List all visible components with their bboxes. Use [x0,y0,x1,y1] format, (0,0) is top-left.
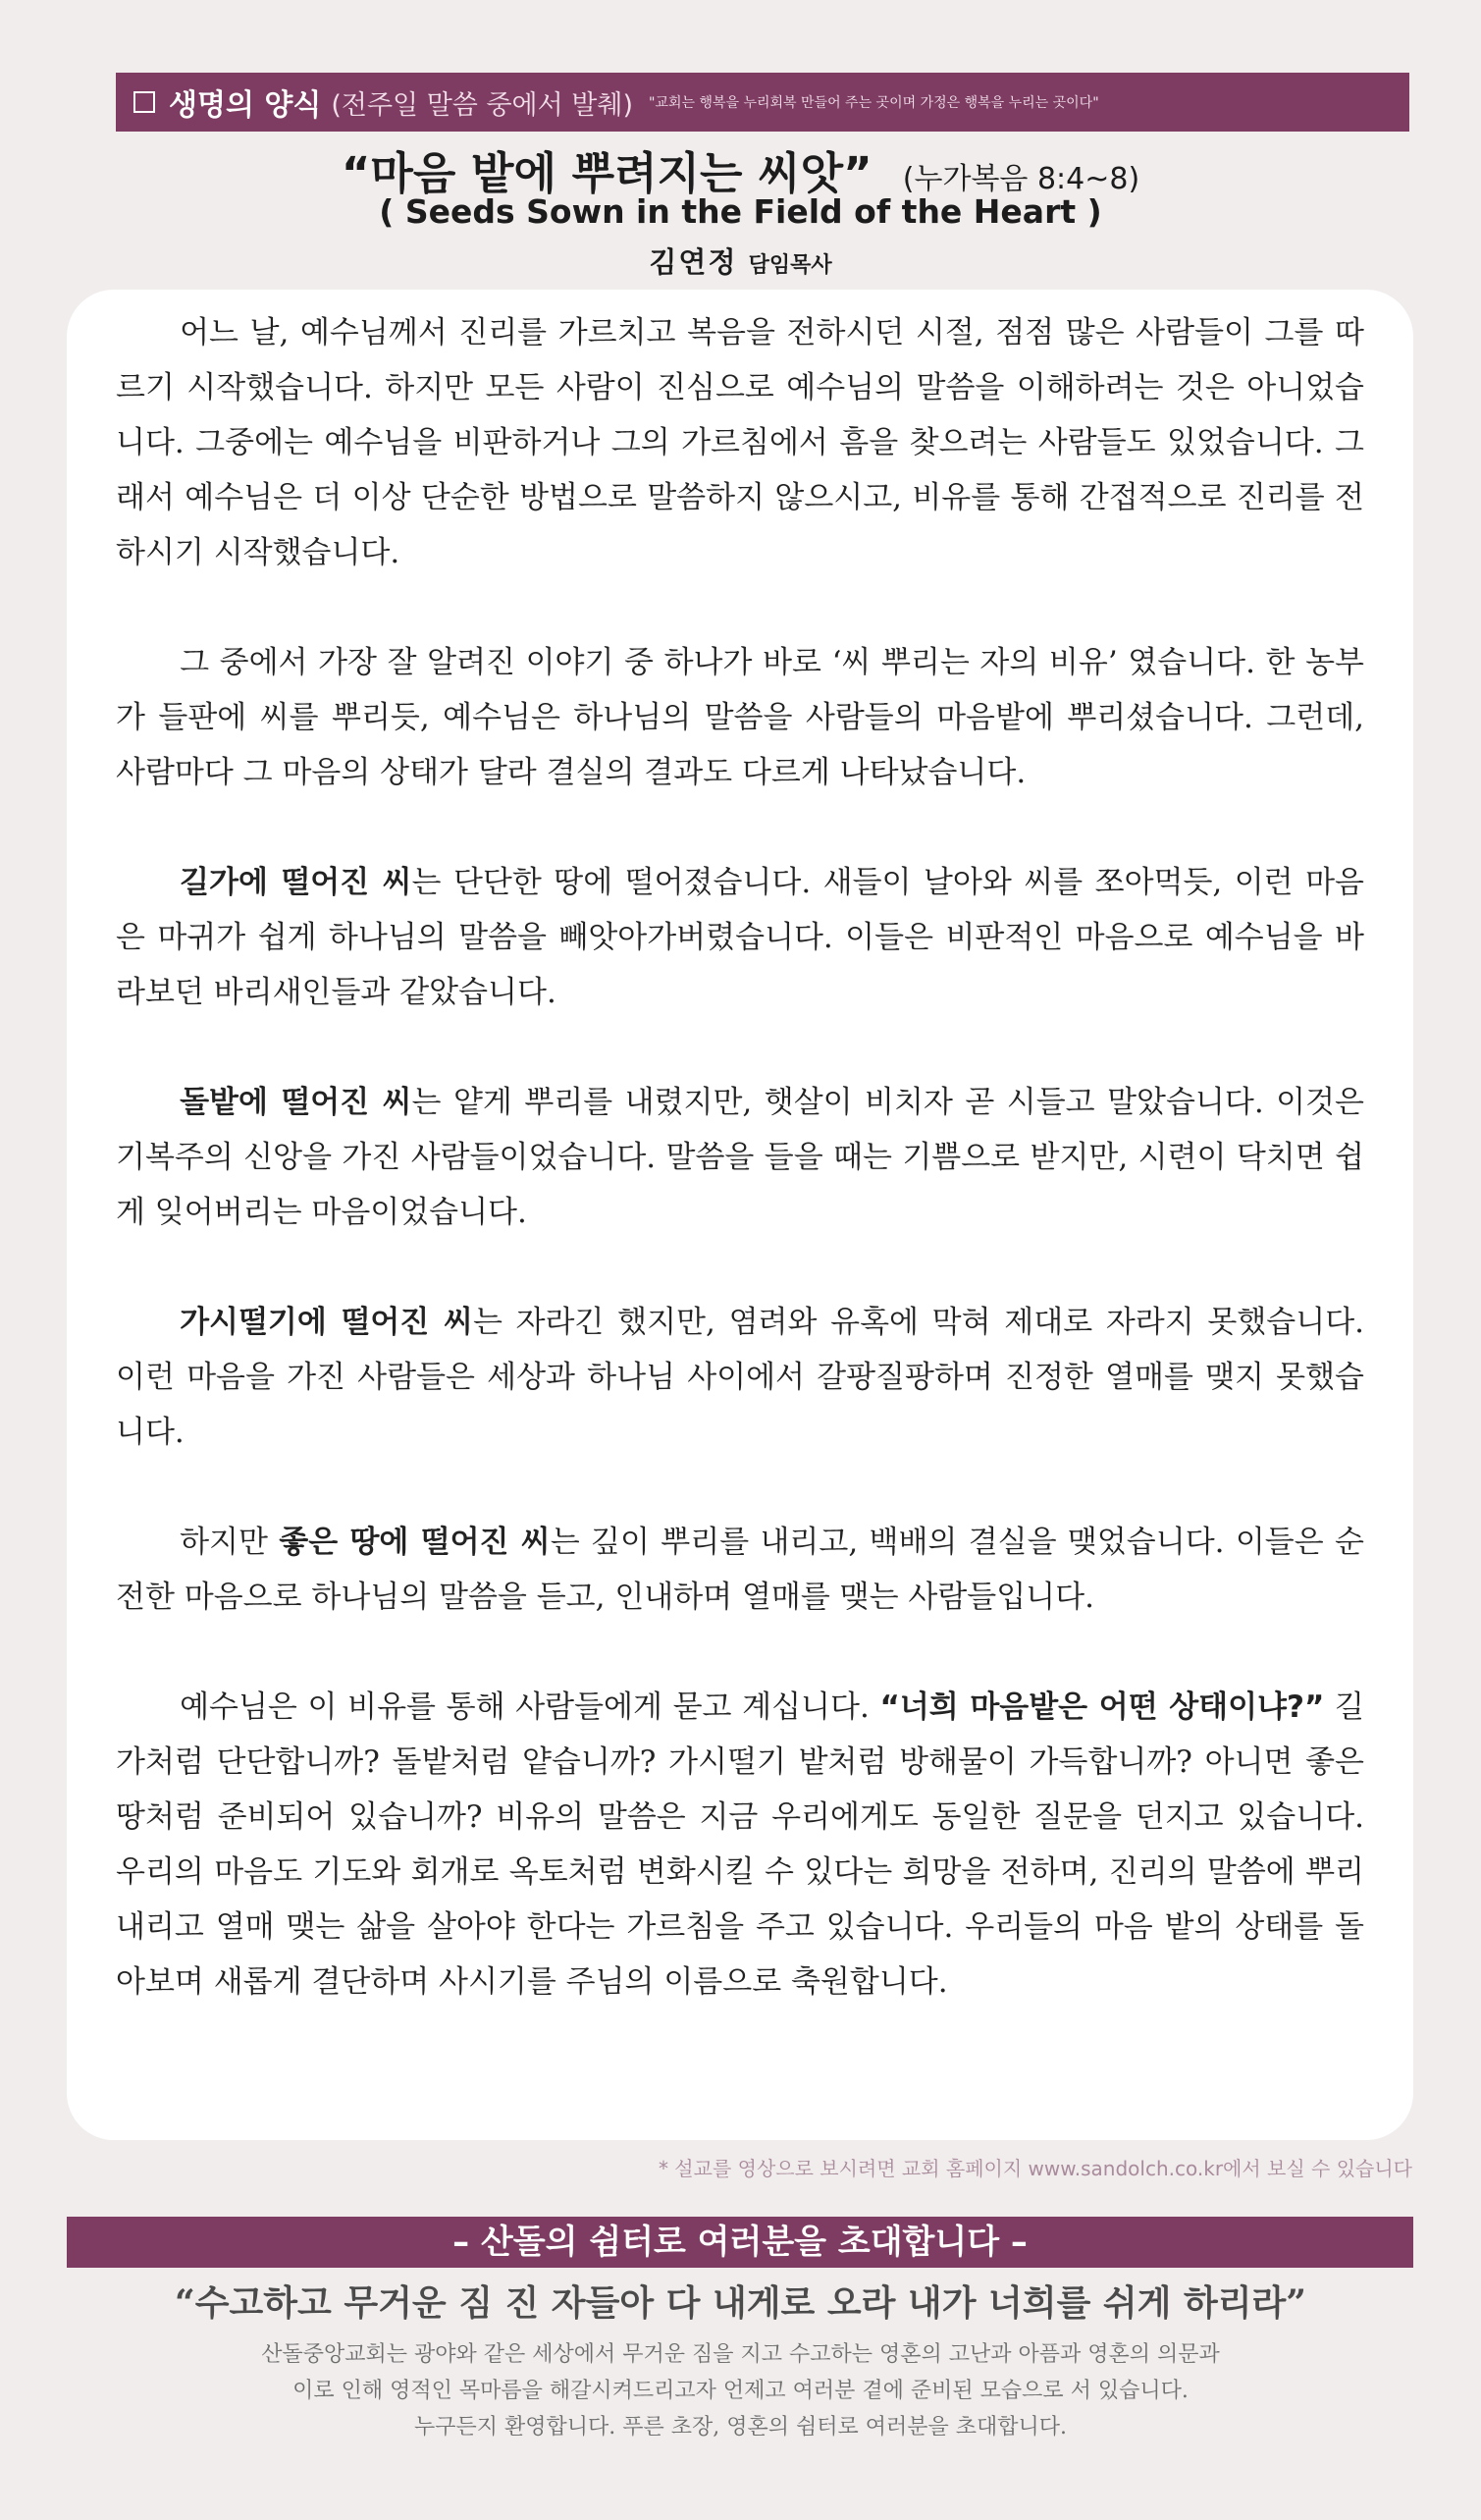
paragraph-3 [116,855,1364,1020]
paragraph-6-lead: 하지만 [180,1525,280,1560]
author-line [0,241,1481,281]
section-title: 생명의 양식 [169,88,322,123]
paragraph-7-question: “너희 마음밭은 어떤 상태이냐?” [879,1689,1325,1725]
paragraph-3-text: 는 단단한 땅에 떨어졌습니다. 새들이 날아와 씨를 쪼아먹듯, 이런 마음은 마귀가 쉽게 하나님의 말씀을 빼앗아가버렸습니다. 이들은 비판적인 마음으로 예수님을 바라보던 바리새인들과 같았습니다. [116,865,1364,1010]
paragraph-1: 어느 날, 예수님께서 진리를 가르치고 복음을 전하시던 시절, 점점 많은 사람들이 그를 따르기 시작했습니다. 하지만 모든 사람이 진심으로 예수님의 말씀을 이해하려는 것은 아니었습니다. 그중에는 예수님을 비판하거나 그의 가르침에서 흠을 찾으려는 사람들도 있었습니다. 그래서 예수님은 더 이상 단순한 방법으로 말씀하지 않으시고, 비유를 통해 간접적으로 진리를 전하시기 시작했습니다. [116,315,1364,570]
sermon-title: “마음 밭에 뿌려지는 씨앗” [341,147,873,199]
footer-line-1: 산돌중앙교회는 광야와 같은 세상에서 무거운 짐을 지고 수고하는 영혼의 고난과 아픔과 영혼의 의문과 [261,2342,1220,2367]
sermon-english-subtitle: ( Seeds Sown in the Field of the Heart ) [379,192,1102,231]
paragraph-3-highlight: 길가에 떨어진 씨 [180,865,412,900]
paragraph-5-highlight: 가시떨기에 떨어진 씨 [180,1305,473,1340]
paragraph-7-text: 길가처럼 단단합니까? 돌밭처럼 얕습니까? 가시떨기 밭처럼 방해물이 가득합니까? 아니면 좋은 땅처럼 준비되어 있습니까? 비유의 말씀은 지금 우리에게도 동일한 질문을 던지고 있습니다. 우리의 마음도 기도와 회개로 옥토처럼 변화시킬 수 있다는 희망을 전하며, 진리의 말씀에 뿌리 내리고 열매 맺는 삶을 살아야 한다는 가르침을 주고 있습니다. 우리들의 마음 밭의 상태를 돌아보며 새롭게 결단하며 사시기를 주님의 이름으로 축원합니다. [116,1689,1364,2000]
video-note: * 설교를 영상으로 보시려면 교회 홈페이지 www.sandolch.co.kr에서 보실 수 있습니다 [658,2157,1412,2180]
scripture-reference: (누가복음 8:4~8) [902,162,1140,196]
paragraph-7-lead: 예수님은 이 비유를 통해 사람들에게 묻고 계십니다. [180,1689,880,1725]
paragraph-4 [116,1075,1364,1240]
paragraph-4-highlight: 돌밭에 떨어진 씨 [180,1085,412,1120]
author-role: 담임목사 [748,253,832,278]
invite-banner: – 산돌의 쉼터로 여러분을 초대합니다 – [67,2217,1413,2268]
scripture-quote: “수고하고 무거운 짐 진 자들아 다 내게로 오라 내가 너희를 쉬게 하리라” [174,2282,1306,2324]
paragraph-5 [116,1295,1364,1460]
church-motto: "교회는 행복을 누리회복 만들어 주는 곳이며 가정은 행복을 누리는 곳이다" [649,95,1099,111]
author-name: 김연정 [649,245,738,279]
paragraph-6-highlight: 좋은 땅에 떨어진 씨 [279,1525,551,1560]
paragraph-7 [116,1680,1364,2010]
section-subtitle: (전주일 말씀 중에서 발췌) [331,89,633,121]
checkbox-square-icon [133,91,155,113]
section-banner [116,73,1409,132]
paragraph-6-text: 는 깊이 뿌리를 내리고, 백배의 결실을 맺었습니다. 이들은 순전한 마음으로 하나님의 말씀을 듣고, 인내하며 열매를 맺는 사람들입니다. [116,1525,1364,1615]
footer-line-2: 이로 인해 영적인 목마름을 해갈시켜드리고자 언제고 여러분 곁에 준비된 모습으로 서 있습니다. [292,2379,1189,2403]
paragraph-2: 그 중에서 가장 잘 알려진 이야기 중 하나가 바로 ‘씨 뿌리는 자의 비유’ 였습니다. 한 농부가 들판에 씨를 뿌리듯, 예수님은 하나님의 말씀을 사람들의 마음밭에 뿌리셨습니다. 그런데, 사람마다 그 마음의 상태가 달라 결실의 결과도 다르게 나타났습니다. [116,645,1364,790]
sermon-body-card [67,290,1413,2140]
paragraph-4-text: 는 얕게 뿌리를 내렸지만, 햇살이 비치자 곧 시들고 말았습니다. 이것은 기복주의 신앙을 가진 사람들이었습니다. 말씀을 들을 때는 기쁨으로 받지만, 시련이 닥치면 쉽게 잊어버리는 마음이었습니다. [116,1085,1364,1230]
footer-line-3: 누구든지 환영합니다. 푸른 초장, 영혼의 쉼터로 여러분을 초대합니다. [414,2415,1067,2440]
paragraph-5-text: 는 자라긴 했지만, 염려와 유혹에 막혀 제대로 자라지 못했습니다. 이런 마음을 가진 사람들은 세상과 하나님 사이에서 갈팡질팡하며 진정한 열매를 맺지 못했습니다. [116,1305,1364,1450]
paragraph-6 [116,1515,1364,1625]
